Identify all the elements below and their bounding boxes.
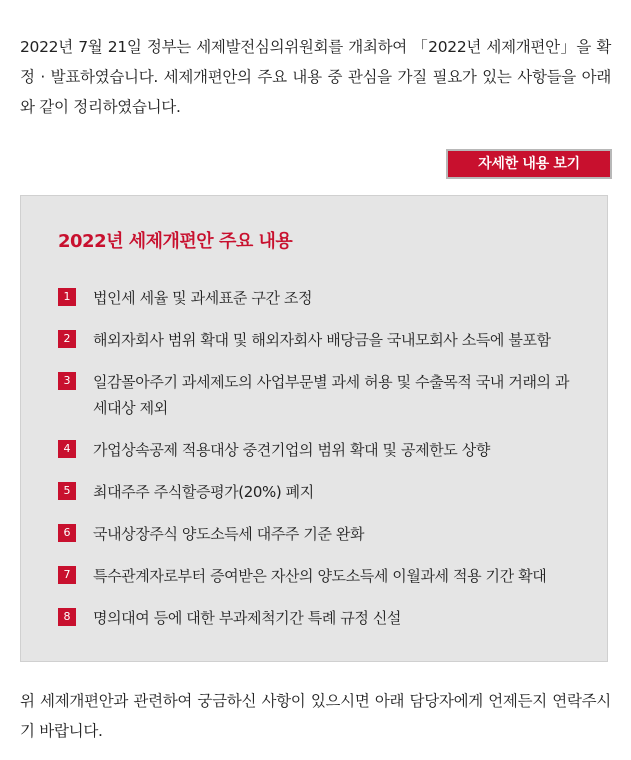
summary-title: 2022년 세제개편안 주요 내용 [58, 231, 293, 252]
summary-item-text: 특수관계자로부터 증여받은 자산의 양도소득세 이월과세 적용 기간 확대 [93, 567, 547, 585]
summary-item-8 [58, 605, 571, 631]
number-badge: 8 [58, 608, 76, 626]
summary-item-2 [58, 327, 571, 353]
summary-item-1 [58, 285, 571, 311]
outro-paragraph: 위 세제개편안과 관련하여 궁금하신 사항이 있으시면 아래 담당자에게 언제든지 연락주시기 바랍니다. [20, 692, 611, 740]
number-badge: 6 [58, 524, 76, 542]
summary-box [20, 195, 608, 662]
summary-list [58, 285, 571, 631]
summary-item-7 [58, 563, 571, 589]
intro-paragraph: 2022년 7월 21일 정부는 세제발전심의위원회를 개최하여 「2022년 세제개편안」을 확정 · 발표하였습니다. 세제개편안의 주요 내용 중 관심을 가질 필요가 있는 사항들을 아래와 같이 정리하였습니다. [20, 38, 611, 116]
summary-item-5 [58, 479, 571, 505]
summary-item-text: 가업상속공제 적용대상 중견기업의 범위 확대 및 공제한도 상향 [93, 441, 490, 459]
summary-item-4 [58, 437, 571, 463]
summary-item-6 [58, 521, 571, 547]
number-badge: 7 [58, 566, 76, 584]
number-badge: 4 [58, 440, 76, 458]
summary-item-text: 법인세 세율 및 과세표준 구간 조정 [93, 289, 313, 307]
button-row [20, 149, 612, 179]
number-badge: 2 [58, 330, 76, 348]
summary-item-text: 명의대여 등에 대한 부과제척기간 특례 규정 신설 [93, 609, 402, 627]
summary-item-3 [58, 369, 571, 421]
view-details-button[interactable]: 자세한 내용 보기 [446, 149, 612, 179]
number-badge: 5 [58, 482, 76, 500]
summary-item-text: 일감몰아주기 과세제도의 사업부문별 과세 허용 및 수출목적 국내 거래의 과세대상 제외 [93, 373, 570, 417]
number-badge: 1 [58, 288, 76, 306]
summary-item-text: 해외자회사 범위 확대 및 해외자회사 배당금을 국내모회사 소득에 불포함 [93, 331, 551, 349]
number-badge: 3 [58, 372, 76, 390]
summary-item-text: 최대주주 주식할증평가(20%) 폐지 [93, 483, 314, 501]
summary-item-text: 국내상장주식 양도소득세 대주주 기준 완화 [93, 525, 365, 543]
